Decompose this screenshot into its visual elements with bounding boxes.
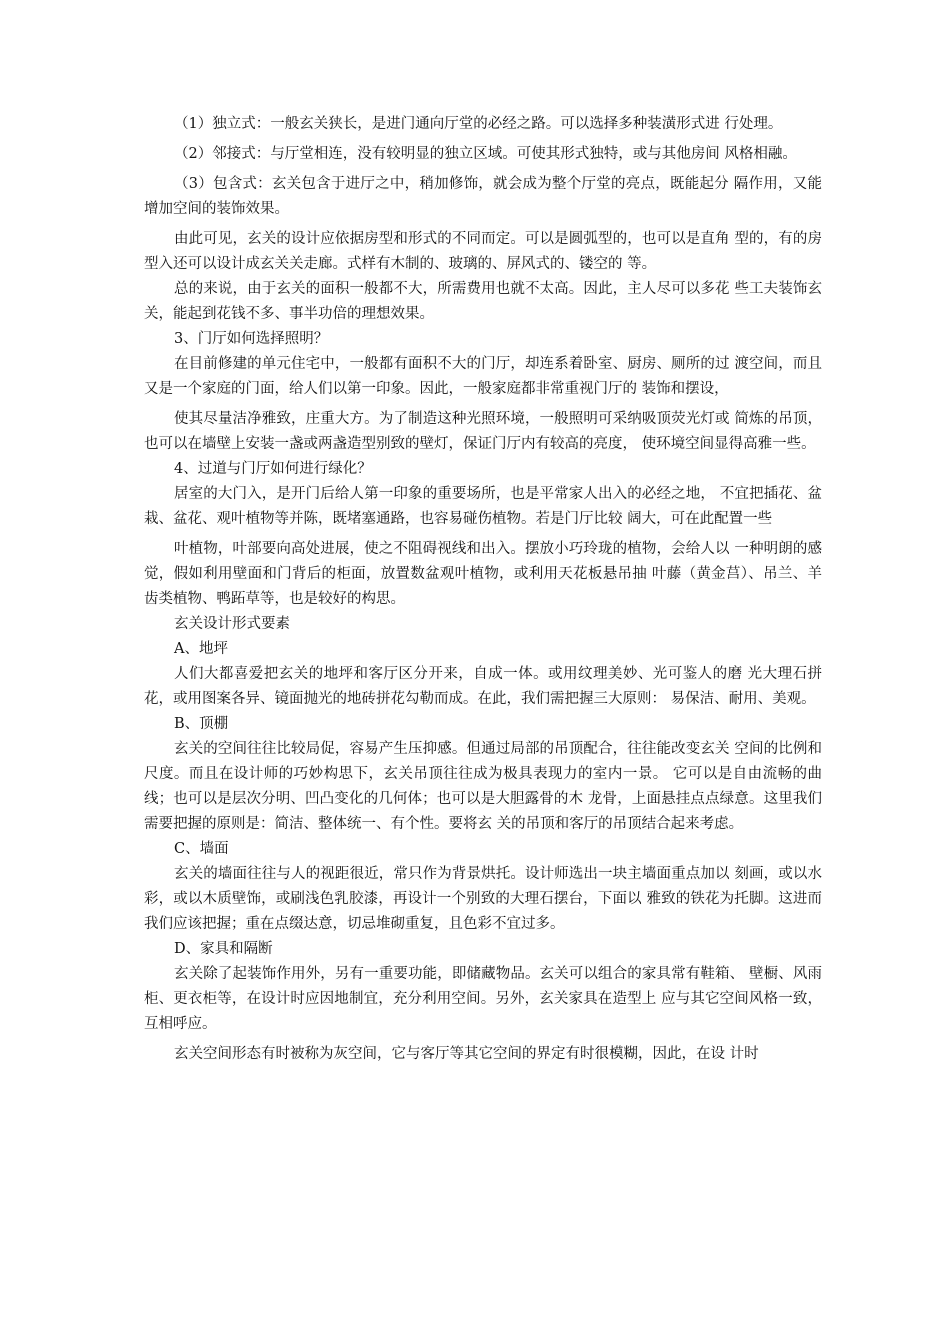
- heading-lighting: 3、门厅如何选择照明？: [174, 331, 329, 347]
- heading-design-elements: 玄关设计形式要素: [174, 616, 290, 632]
- paragraph-furniture: 玄关除了起装饰作用外，另有一重要功能，即储藏物品。玄关可以组合的家具常有鞋箱、 壁橱、风雨柜、更衣柜等，在设计时应因地制宜，充分利用空间。另外，玄关家具在造型上 应与其它空间风格一致，互相呼应。: [144, 966, 822, 1032]
- paragraph-lighting-2: 使其尽量洁净雅致，庄重大方。为了制造这种光照环境，一般照明可采纳吸顶荧光灯或 简炼的吊顶，也可以在墙壁上安装一盏或两盏造型别致的壁灯，保证门厅内有较高的亮度， 使环境空间显得高雅一些。: [144, 411, 822, 452]
- paragraph-greening-1: 居室的大门入，是开门后给人第一印象的重要场所，也是平常家人出入的必经之地， 不宜把插花、盆栽、盆花、观叶植物等并陈，既堵塞通路，也容易碰伤植物。若是门厅比较 阔大，可在此配置一些: [144, 486, 822, 527]
- paragraph-wall: 玄关的墙面往往与人的视距很近，常只作为背景烘托。设计师选出一块主墙面重点加以 刻画，或以水彩，或以木质壁饰，或刷浅色乳胶漆，再设计一个别致的大理石摆台，下面以 雅致的铁花为托脚。这进而我们应该把握；重在点缀达意，切忌堆砌重复，且色彩不宜过多。: [144, 866, 822, 932]
- heading-furniture: D、家具和隔断: [174, 941, 273, 957]
- paragraph-greening-2: 叶植物，叶部要向高处进展，使之不阻碍视线和出入。摆放小巧玲珑的植物，会给人以 一种明朗的感觉，假如利用壁面和门背后的柜面，放置数盆观叶植物，或利用天花板悬吊抽 叶藤（黄金莒）、吊兰、羊齿类植物、鸭跖草等，也是较好的构思。: [144, 541, 822, 607]
- paragraph-design-depends: 由此可见，玄关的设计应依据房型和形式的不同而定。可以是圆弧型的，也可以是直角 型的，有的房型入还可以设计成玄关关走廊。式样有木制的、玻璃的、屏风式的、镂空的 等。: [144, 231, 822, 272]
- paragraph-standalone-type: （1）独立式：一般玄关狭长，是进门通向厅堂的必经之路。可以选择多种装潢形式进 行处理。: [174, 116, 783, 132]
- paragraph-summary: 总的来说，由于玄关的面积一般都不大，所需费用也就不太高。因此，主人尽可以多花 些工夫装饰玄关，能起到花钱不多、事半功倍的理想效果。: [144, 281, 822, 322]
- paragraph-adjacent-type: （2）邻接式：与厅堂相连，没有较明显的独立区域。可使其形式独特，或与其他房间 风格相融。: [174, 146, 797, 162]
- paragraph-gray-space: 玄关空间形态有时被称为灰空间，它与客厅等其它空间的界定有时很模糊，因此，在设 计时: [174, 1046, 759, 1062]
- paragraph-lighting-1: 在目前修建的单元住宅中，一般都有面积不大的门厅，却连系着卧室、厨房、厕所的过 渡空间，而且又是一个家庭的门面，给人们以第一印象。因此，一般家庭都非常重视门厅的 装饰和摆设，: [144, 356, 822, 397]
- paragraph-inclusive-type: （3）包含式：玄关包含于进厅之中，稍加修饰，就会成为整个厅堂的亮点，既能起分 隔作用，又能增加空间的装饰效果。: [144, 176, 822, 217]
- heading-ceiling: B、顶棚: [174, 716, 229, 732]
- heading-wall: C、墙面: [174, 841, 229, 857]
- paragraph-ceiling: 玄关的空间往往比较局促，容易产生压抑感。但通过局部的吊顶配合，往往能改变玄关 空间的比例和尺度。而且在设计师的巧妙构思下，玄关吊顶往往成为极具表现力的室内一景。 它可以是自由流畅的曲线；也可以是层次分明、凹凸变化的几何体；也可以是大胆露骨的木 龙骨，上面悬挂点点绿意。这里我们需要把握的原则是：简洁、整体统一、有个性。要将玄 关的吊顶和客厅的吊顶结合起来考虑。: [144, 741, 822, 832]
- heading-floor: A、地坪: [174, 641, 228, 657]
- paragraph-floor: 人们大都喜爱把玄关的地坪和客厅区分开来，自成一体。或用纹理美妙、光可鉴人的磨 光大理石拼花，或用图案各异、镜面抛光的地砖拼花勾勒而成。在此，我们需把握三大原则： 易保洁、耐用、美观。: [144, 666, 822, 707]
- heading-greening: 4、过道与门厅如何进行绿化？: [174, 461, 372, 477]
